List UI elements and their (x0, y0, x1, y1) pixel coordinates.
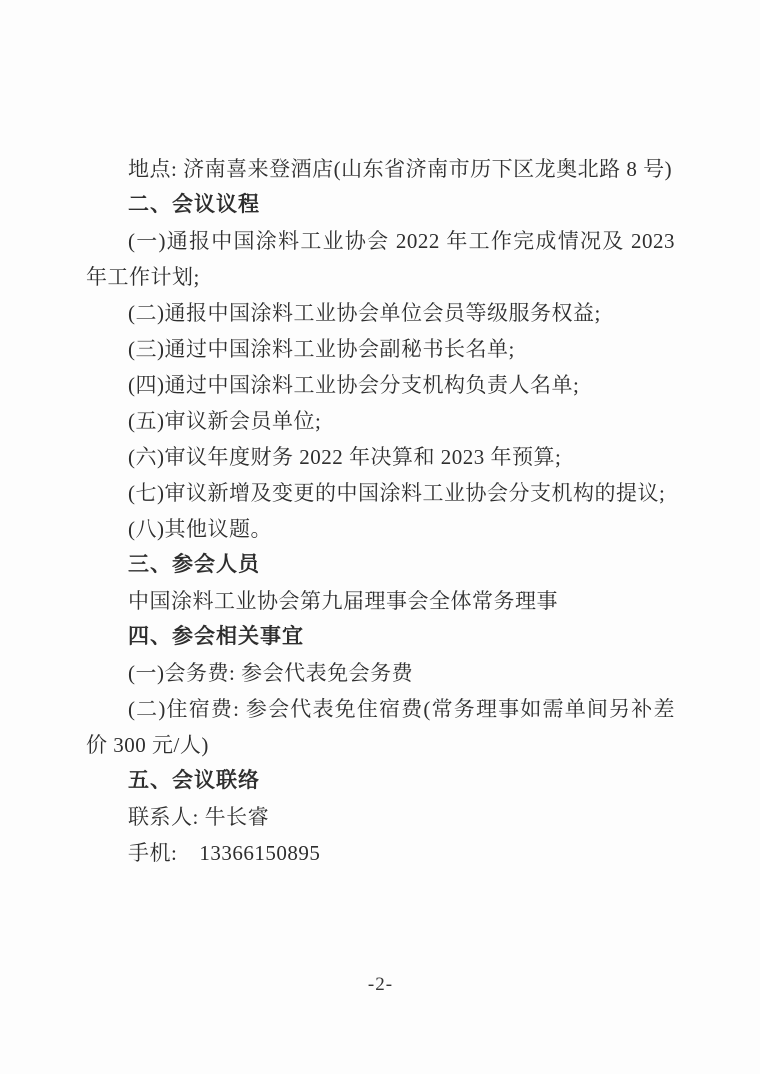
document-body (86, 151, 675, 871)
paragraph: (八)其他议题。 (128, 517, 272, 541)
paragraph: 手机: 13366150895 (128, 841, 321, 865)
page-number: -2- (367, 974, 394, 995)
section-heading: 五、会议联络 (128, 769, 260, 792)
paragraph: (六)审议年度财务 2022 年决算和 2023 年预算; (128, 445, 562, 469)
section-heading: 三、参会人员 (128, 553, 260, 576)
paragraph: (三)通过中国涂料工业协会副秘书长名单; (128, 337, 515, 361)
paragraph: (五)审议新会员单位; (128, 409, 322, 433)
paragraph: (二)住宿费: 参会代表免住宿费(常务理事如需单间另补差价 300 元/人) (86, 697, 675, 757)
paragraph: (一)会务费: 参会代表免会务费 (128, 661, 414, 685)
paragraph: 中国涂料工业协会第九届理事会全体常务理事 (128, 589, 558, 613)
paragraph: (四)通过中国涂料工业协会分支机构负责人名单; (128, 373, 580, 397)
paragraph: (一)通报中国涂料工业协会 2022 年工作完成情况及 2023 年工作计划; (86, 229, 675, 289)
paragraph: 地点: 济南喜来登酒店(山东省济南市历下区龙奥北路 8 号) (128, 157, 673, 181)
paragraph: 联系人: 牛长睿 (128, 805, 270, 829)
paragraph: (二)通报中国涂料工业协会单位会员等级服务权益; (128, 301, 601, 325)
paragraph: (七)审议新增及变更的中国涂料工业协会分支机构的提议; (128, 481, 666, 505)
section-heading: 四、参会相关事宜 (128, 625, 304, 648)
section-heading: 二、会议议程 (128, 193, 260, 216)
